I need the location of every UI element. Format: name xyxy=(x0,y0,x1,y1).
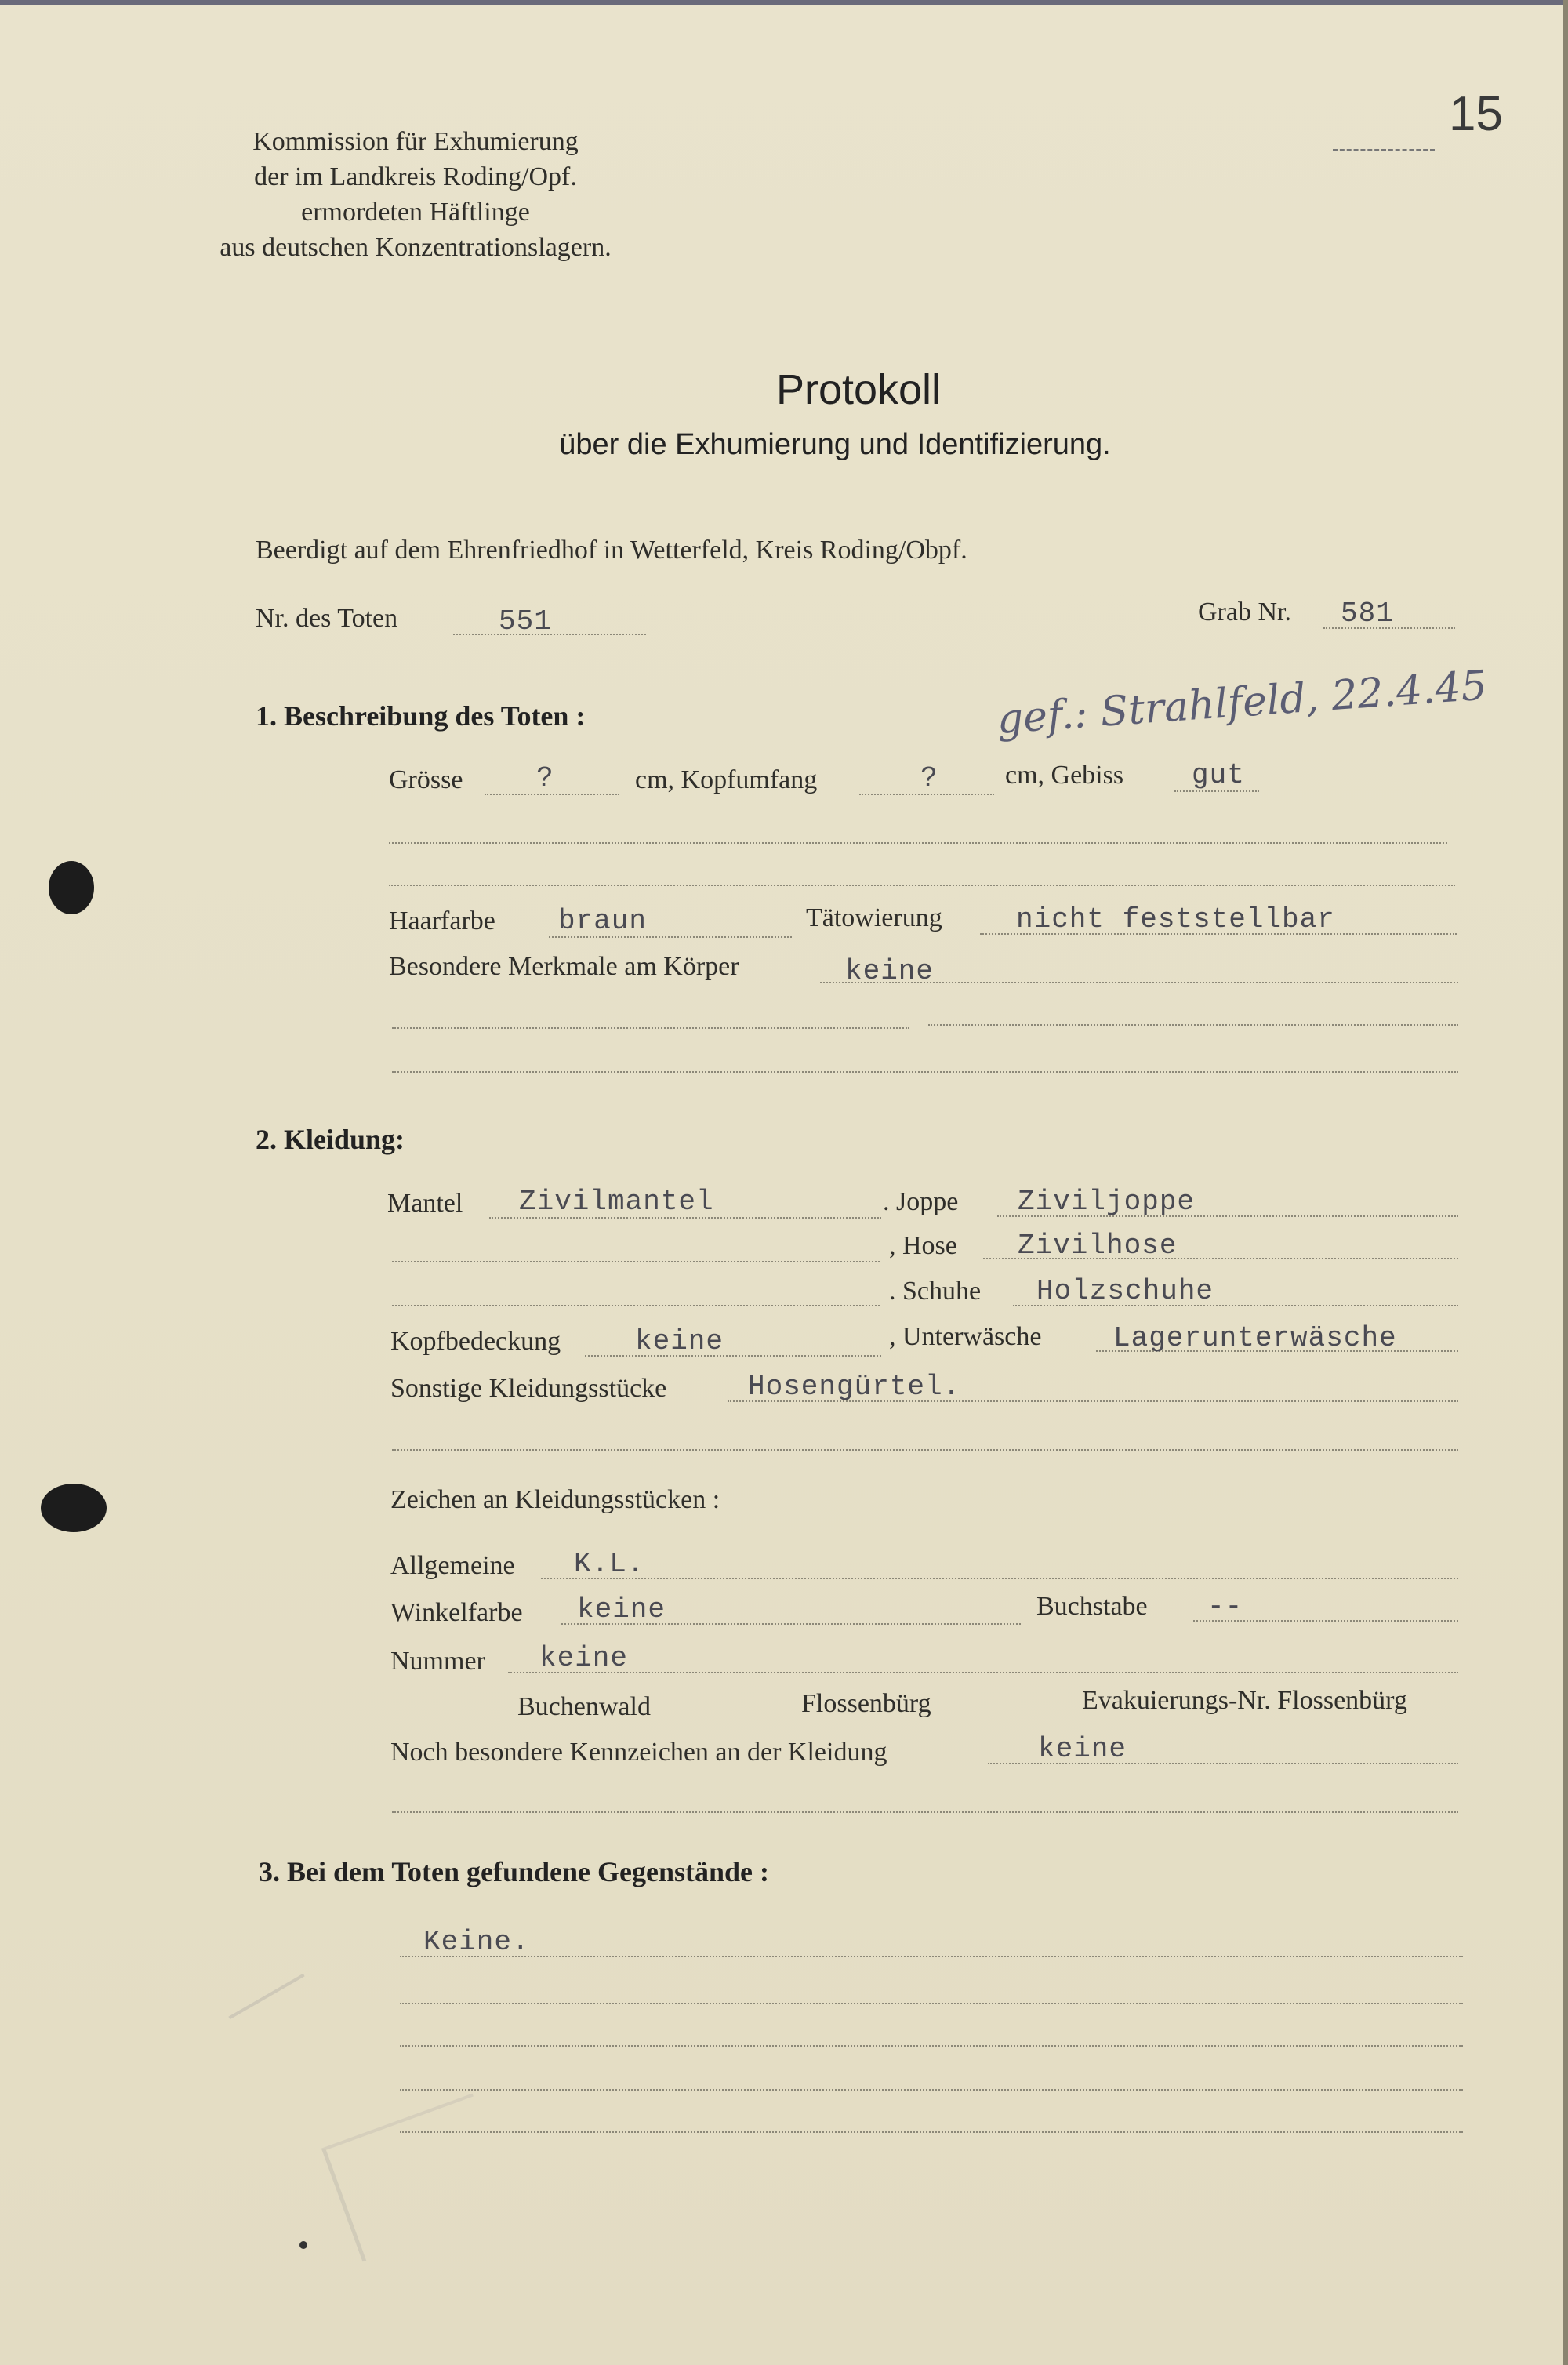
grab-value: 581 xyxy=(1341,598,1394,630)
blank-line-5 xyxy=(392,1071,1458,1073)
haarfarbe-value: braun xyxy=(558,905,648,937)
section-2-heading: 2. Kleidung: xyxy=(256,1124,405,1155)
punch-hole-upper xyxy=(49,861,94,914)
blank-line-3 xyxy=(392,1027,909,1029)
winkelfarbe-value: keine xyxy=(577,1593,666,1626)
taetowierung-label: Tätowierung xyxy=(806,903,942,932)
winkelfarbe-label: Winkelfarbe xyxy=(390,1598,523,1627)
blank-line-11 xyxy=(400,2045,1463,2047)
commission-block xyxy=(0,124,831,265)
blank-line-8 xyxy=(392,1449,1458,1451)
blank-line-4 xyxy=(928,1024,1458,1026)
blank-line-10 xyxy=(400,2003,1463,2004)
hose-label: , Hose xyxy=(889,1231,957,1260)
kopfbedeckung-label: Kopfbedeckung xyxy=(390,1327,561,1356)
nr-value: 551 xyxy=(499,605,552,638)
blank-line-7 xyxy=(392,1305,880,1306)
gebiss-label: cm, Gebiss xyxy=(1005,761,1124,790)
handwritten-find-note: gef.: Strahlfeld, 22.4.45 xyxy=(995,662,1489,743)
allgemeine-value: K.L. xyxy=(574,1548,645,1580)
commission-line-2: der im Landkreis Roding/Opf. xyxy=(254,162,577,191)
unterwaesche-value: Lagerunterwäsche xyxy=(1113,1322,1397,1354)
joppe-value: Ziviljoppe xyxy=(1018,1186,1196,1218)
joppe-label: . Joppe xyxy=(883,1187,959,1216)
punch-hole-lower xyxy=(41,1484,107,1532)
schuhe-label: . Schuhe xyxy=(889,1277,982,1306)
section-1-heading: 1. Beschreibung des Toten : xyxy=(256,700,586,732)
noch-value: keine xyxy=(1038,1733,1127,1765)
nummer-dotline xyxy=(508,1672,1458,1673)
kopfbedeckung-dotline xyxy=(585,1355,881,1357)
bleed-through-mark-2 xyxy=(321,2094,514,2262)
sonstige-value: Hosengürtel. xyxy=(748,1371,961,1403)
unterwaesche-label: , Unterwäsche xyxy=(889,1322,1042,1351)
grab-label: Grab Nr. xyxy=(1198,598,1291,627)
blank-line-12 xyxy=(400,2089,1463,2091)
scan-right-edge xyxy=(1563,0,1568,2365)
mantel-value: Zivilmantel xyxy=(519,1186,714,1218)
taetowierung-value: nicht feststellbar xyxy=(1016,903,1335,935)
gegenstaende-dotline xyxy=(400,1956,1463,1957)
nummer-value: keine xyxy=(539,1642,629,1674)
bleed-through-mark-1 xyxy=(228,1974,328,2060)
kopfbedeckung-value: keine xyxy=(635,1325,724,1357)
column-evakuierung: Evakuierungs-Nr. Flossenbürg xyxy=(1082,1686,1407,1715)
kopfumfang-value: ? xyxy=(920,762,938,794)
zeichen-label: Zeichen an Kleidungsstücken : xyxy=(390,1485,720,1514)
commission-line-3: ermordeten Häftlinge xyxy=(301,198,530,227)
blank-line-13 xyxy=(400,2131,1463,2133)
commission-line-1: Kommission für Exhumierung xyxy=(252,127,579,156)
column-buchenwald: Buchenwald xyxy=(517,1692,651,1721)
burial-place: Beerdigt auf dem Ehrenfriedhof in Wetterfeld, Kreis Roding/Obpf. xyxy=(256,536,967,565)
blank-line-1 xyxy=(389,842,1447,844)
column-flossenbuerg: Flossenbürg xyxy=(801,1689,931,1718)
page-number: 15 xyxy=(1449,87,1503,141)
allgemeine-label: Allgemeine xyxy=(390,1551,515,1580)
hose-value: Zivilhose xyxy=(1018,1230,1178,1262)
gegenstaende-value: Keine. xyxy=(423,1926,530,1958)
nr-label: Nr. des Toten xyxy=(256,604,398,633)
sonstige-label: Sonstige Kleidungsstücke xyxy=(390,1374,667,1403)
blank-line-2 xyxy=(389,885,1455,886)
commission-line-4: aus deutschen Konzentrationslagern. xyxy=(220,233,612,262)
page-title: Protokoll xyxy=(775,366,942,413)
ink-dot xyxy=(299,2241,307,2249)
merkmale-value: keine xyxy=(845,955,935,987)
haarfarbe-label: Haarfarbe xyxy=(389,906,495,935)
groesse-value: ? xyxy=(536,762,554,794)
noch-label: Noch besondere Kennzeichen an der Kleidung xyxy=(390,1738,887,1767)
page-number-dashes xyxy=(1333,149,1435,151)
section-3-heading: 3. Bei dem Toten gefundene Gegenstände : xyxy=(259,1856,770,1887)
buchstabe-value: -- xyxy=(1207,1590,1243,1622)
kopfumfang-label: cm, Kopfumfang xyxy=(635,765,818,794)
blank-line-9 xyxy=(392,1811,1458,1813)
allgemeine-dotline xyxy=(541,1578,1458,1579)
blank-line-6 xyxy=(392,1261,880,1262)
groesse-label: Grösse xyxy=(389,765,463,794)
gebiss-value: gut xyxy=(1192,759,1245,791)
schuhe-value: Holzschuhe xyxy=(1036,1275,1214,1307)
buchstabe-label: Buchstabe xyxy=(1036,1592,1148,1621)
page-subtitle: über die Exhumierung und Identifizierung. xyxy=(559,428,1111,461)
mantel-label: Mantel xyxy=(387,1189,463,1218)
merkmale-label: Besondere Merkmale am Körper xyxy=(389,952,739,981)
scan-top-edge xyxy=(0,0,1568,5)
nummer-label: Nummer xyxy=(390,1647,485,1676)
